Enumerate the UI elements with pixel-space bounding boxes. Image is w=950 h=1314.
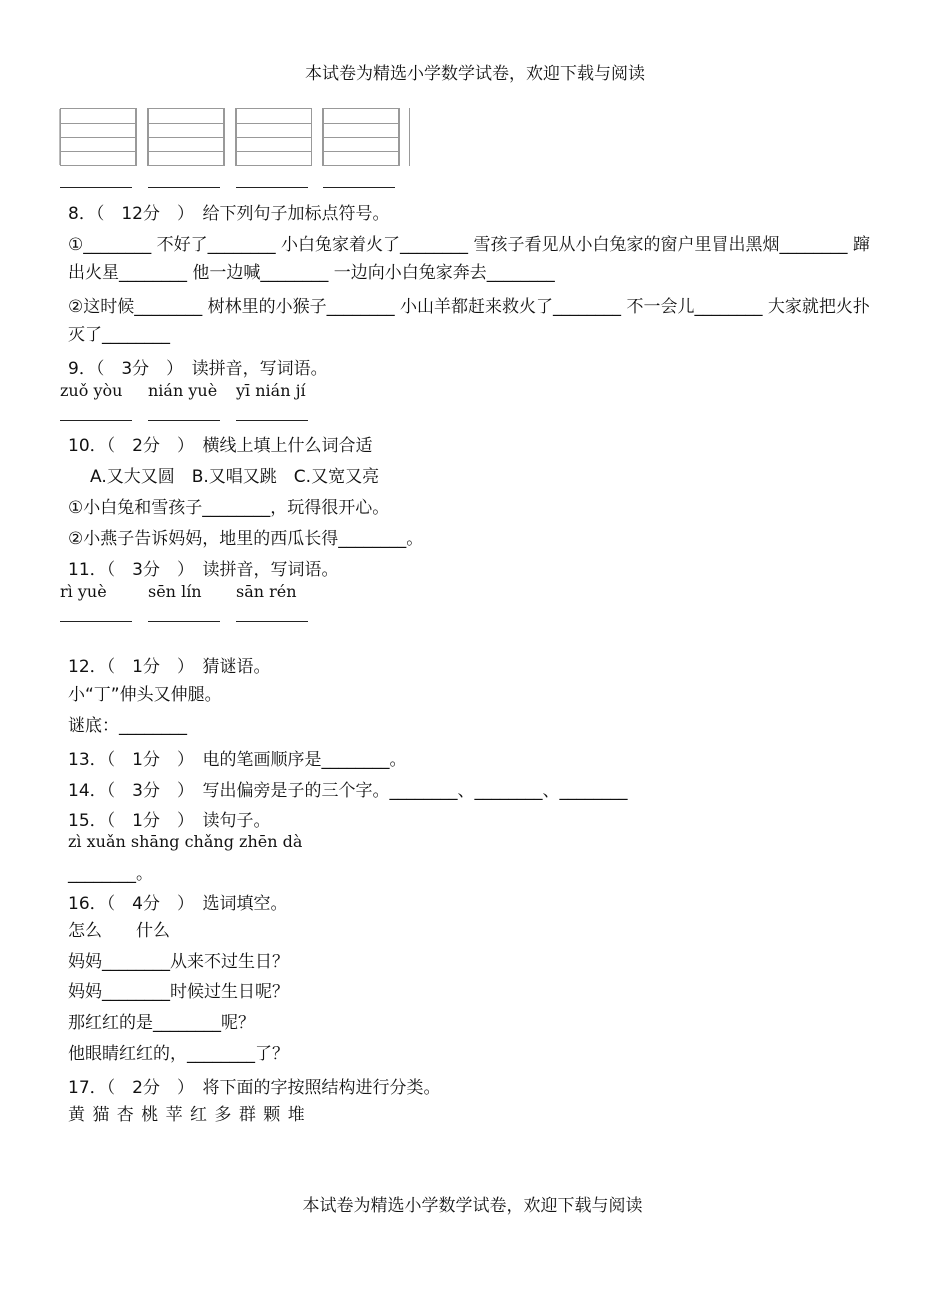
question-11-title: 11．（ 3分 ） 读拼音，写词语。 (68, 560, 339, 580)
answer-line[interactable] (60, 187, 132, 188)
pinyin-item: sēn lín (148, 582, 202, 601)
answer-line[interactable] (60, 621, 132, 622)
page-header: 本试卷为精选小学数学试卷，欢迎下载与阅读 (305, 64, 645, 84)
q12-riddle: 小“丁”伸头又伸腿。 (68, 685, 222, 705)
question-14-title: 14．（ 3分 ） 写出偏旁是子的三个字。________、________、________ (68, 781, 628, 801)
q16-word-choices: 怎么 什么 (68, 921, 170, 941)
question-12-title: 12．（ 1分 ） 猜谜语。 (68, 657, 271, 677)
question-17-title: 17．（ 2分 ） 将下面的字按照结构进行分类。 (68, 1078, 441, 1098)
grid-cell (148, 108, 224, 166)
answer-line[interactable] (148, 187, 220, 188)
grid-cell (236, 108, 312, 166)
q12-answer: 谜底：________ (68, 716, 187, 736)
q17-characters: 黄 猫 杏 桃 苹 红 多 群 颗 堆 (68, 1105, 306, 1125)
q16-sentence-4: 他眼睛红红的，________了？ (68, 1044, 289, 1064)
question-16-title: 16．（ 4分 ） 选词填空。 (68, 894, 288, 914)
q8-sentence-1b: 出火星________ 他一边喊________ 一边向小白兔家奔去________ (68, 263, 555, 283)
question-10-title: 10．（ 2分 ） 横线上填上什么词合适 (68, 436, 373, 456)
answer-line[interactable] (236, 621, 308, 622)
pinyin-item: yī nián jí (236, 381, 306, 400)
q10-sentence-2: ②小燕子告诉妈妈，地里的西瓜长得________。 (68, 529, 424, 549)
q8-sentence-2a: ②这时候________ 树林里的小猴子________ 小山羊都赶来救火了________ 不一会儿________ 大家就把火扑 (68, 297, 870, 317)
q10-sentence-1: ①小白兔和雪孩子________，玩得很开心。 (68, 498, 390, 518)
q10-options: A.又大又圆 B.又唱又跳 C.又宽又亮 (90, 467, 380, 487)
answer-line[interactable] (60, 420, 132, 421)
q16-sentence-1: 妈妈________从来不过生日？ (68, 952, 289, 972)
answer-line[interactable] (236, 420, 308, 421)
answer-line[interactable] (236, 187, 308, 188)
grid-cell (323, 108, 399, 166)
question-9-title: 9．（ 3分 ） 读拼音，写词语。 (68, 359, 328, 379)
q16-sentence-2: 妈妈________时候过生日呢？ (68, 982, 289, 1002)
q8-sentence-2b: 灭了________ (68, 325, 170, 345)
q15-answer: ________。 (68, 864, 153, 884)
answer-line[interactable] (323, 187, 395, 188)
pinyin-item: zuǒ yòu (60, 381, 123, 400)
question-8-title: 8．（ 12分 ） 给下列句子加标点符号。 (68, 204, 390, 224)
q16-sentence-3: 那红红的是________呢？ (68, 1013, 255, 1033)
question-15-title: 15．（ 1分 ） 读句子。 (68, 811, 271, 831)
answer-line[interactable] (148, 621, 220, 622)
pinyin-item: sān rén (236, 582, 297, 601)
answer-line[interactable] (148, 420, 220, 421)
pinyin-item: rì yuè (60, 582, 107, 601)
q15-pinyin: zì xuǎn shāng chǎng zhēn dà (68, 832, 303, 851)
question-13-title: 13．（ 1分 ） 电的笔画顺序是________。 (68, 750, 407, 770)
page-footer: 本试卷为精选小学数学试卷，欢迎下载与阅读 (302, 1196, 643, 1216)
q8-sentence-1a: ①________ 不好了________ 小白兔家着火了________ 雪孩子看见从小白兔家的窗户里冒出黑烟________ 蹿 (68, 235, 870, 255)
pinyin-item: nián yuè (148, 381, 218, 400)
grid-cell (60, 108, 136, 166)
